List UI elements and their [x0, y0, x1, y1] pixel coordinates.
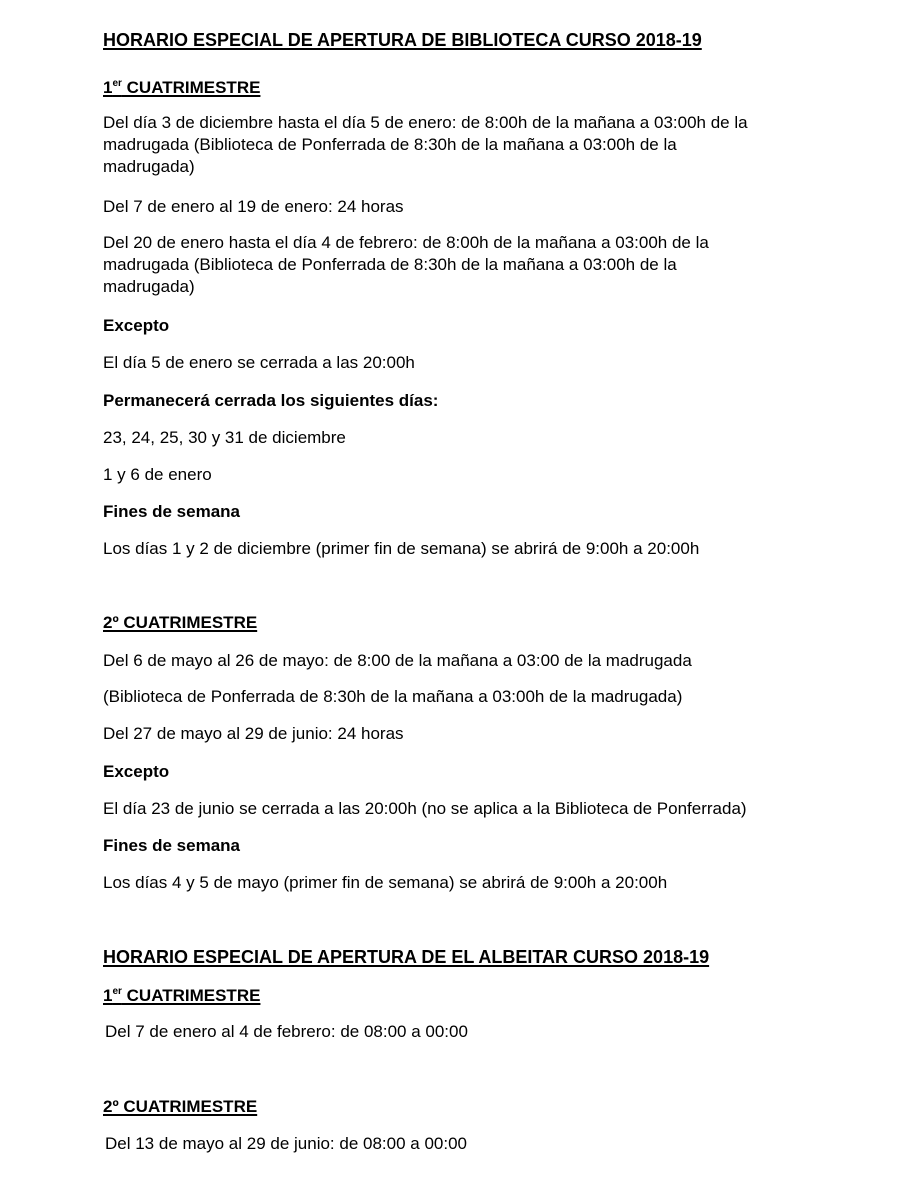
text-line: madrugada (Biblioteca de Ponferrada de 8:30h de la mañana a 03:00h de la: [103, 255, 677, 274]
text-line: madrugada): [103, 157, 195, 176]
text-line: Del 20 de enero hasta el día 4 de febrero: de 8:00h de la mañana a 03:00h de la: [103, 233, 709, 252]
biblioteca-c1-excepto-label: Excepto: [103, 316, 170, 335]
albeitar-cuatrimestre2-heading: 2º CUATRIMESTRE: [103, 1097, 258, 1116]
albeitar-c2-periodo: Del 13 de mayo al 29 de junio: de 08:00 a 00:00: [105, 1134, 467, 1153]
biblioteca-c2-periodo-24-horas: Del 27 de mayo al 29 de junio: 24 horas: [103, 724, 404, 743]
biblioteca-c1-cerrada-diciembre: 23, 24, 25, 30 y 31 de diciembre: [103, 428, 346, 447]
biblioteca-cuatrimestre1-heading: [103, 77, 260, 99]
heading-label: CUATRIMESTRE: [121, 78, 261, 97]
biblioteca-c1-excepto-text: El día 5 de enero se cerrada a las 20:00h: [103, 353, 415, 372]
biblioteca-c1-fines-text: Los días 1 y 2 de diciembre (primer fin de semana) se abrirá de 9:00h a 20:00h: [103, 539, 700, 558]
heading-ordinal-suffix: er: [112, 986, 122, 997]
biblioteca-c2-fines-text: Los días 4 y 5 de mayo (primer fin de semana) se abrirá de 9:00h a 20:00h: [103, 873, 668, 892]
albeitar-title: HORARIO ESPECIAL DE APERTURA DE EL ALBEITAR CURSO 2018-19: [103, 947, 710, 967]
biblioteca-c1-periodo-24-horas: Del 7 de enero al 19 de enero: 24 horas: [103, 197, 404, 216]
biblioteca-c2-periodo-mayo: Del 6 de mayo al 26 de mayo: de 8:00 de la mañana a 03:00 de la madrugada: [103, 651, 692, 670]
albeitar-cuatrimestre1-heading: [103, 985, 260, 1007]
text-line: Del día 3 de diciembre hasta el día 5 de enero: de 8:00h de la mañana a 03:00h de la: [103, 113, 748, 132]
biblioteca-c1-fines-label: Fines de semana: [103, 502, 241, 521]
biblioteca-c2-fines-label: Fines de semana: [103, 836, 241, 855]
biblioteca-c2-excepto-label: Excepto: [103, 762, 170, 781]
biblioteca-c2-excepto-text: El día 23 de junio se cerrada a las 20:00h (no se aplica a la Biblioteca de Ponferrada): [103, 799, 747, 818]
biblioteca-c1-cerrada-enero: 1 y 6 de enero: [103, 465, 212, 484]
biblioteca-title: HORARIO ESPECIAL DE APERTURA DE BIBLIOTECA CURSO 2018-19: [103, 30, 702, 50]
heading-label: CUATRIMESTRE: [121, 986, 261, 1005]
biblioteca-c1-periodo-enero: [103, 232, 709, 298]
biblioteca-cuatrimestre2-heading: 2º CUATRIMESTRE: [103, 613, 258, 632]
biblioteca-c1-periodo-diciembre: [103, 112, 748, 178]
text-line: madrugada): [103, 277, 195, 296]
heading-ordinal: 1: [103, 78, 113, 97]
biblioteca-c1-cerrada-label: Permanecerá cerrada los siguientes días:: [103, 391, 439, 410]
albeitar-c1-periodo: Del 7 de enero al 4 de febrero: de 08:00 a 00:00: [105, 1022, 468, 1041]
heading-ordinal: 1: [103, 986, 113, 1005]
heading-ordinal-suffix: er: [112, 78, 122, 89]
text-line: madrugada (Biblioteca de Ponferrada de 8:30h de la mañana a 03:00h de la: [103, 135, 677, 154]
biblioteca-c2-ponferrada-note: (Biblioteca de Ponferrada de 8:30h de la mañana a 03:00h de la madrugada): [103, 687, 683, 706]
